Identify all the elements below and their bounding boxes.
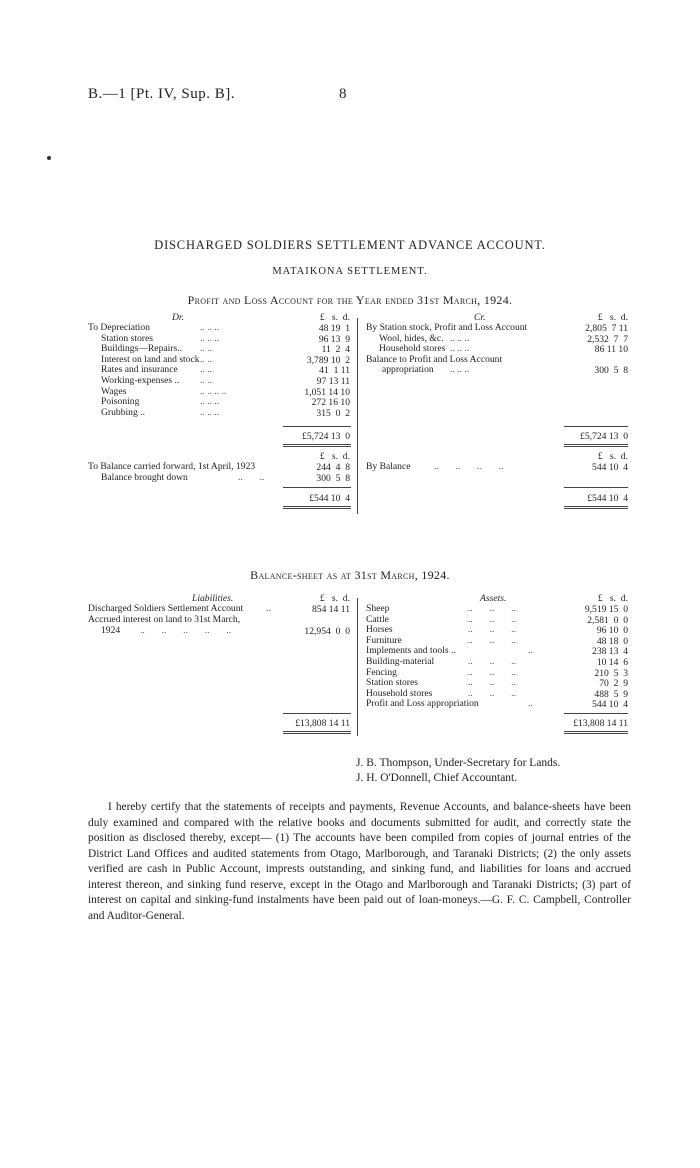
cr-item-leader: .. .. ..	[450, 364, 470, 376]
assets-total-rule	[564, 713, 628, 714]
asset-label: Horses	[366, 624, 393, 636]
liab-total-double-rule	[283, 731, 351, 734]
assets-total-double-rule	[564, 731, 628, 734]
asset-label: Cattle	[366, 613, 389, 625]
asset-amount: 210 5 3	[594, 667, 628, 679]
liability-amount: 854 14 11	[311, 604, 350, 615]
asset-label: Household stores	[366, 687, 433, 699]
cr-balance-total: £544 10 4	[587, 493, 628, 504]
dr-balance-total: £544 10 4	[309, 493, 350, 504]
dr-balance-double-rule	[283, 506, 351, 509]
liability-amount: 12,954 0 0	[304, 626, 350, 637]
cr-item-leader: .. .. ..	[450, 343, 470, 355]
dr-item-label: Poisoning	[101, 396, 140, 408]
assets-caption: Assets.	[480, 593, 507, 604]
balance-sheet-heading: Balance-sheet as at 31st March, 1924.	[250, 568, 450, 582]
dr-item-leader: .. .. .. ..	[200, 385, 227, 397]
cr-item-leader: .. .. ..	[450, 332, 470, 344]
cr-item-amount: 300 5 8	[594, 365, 628, 377]
dr-item-label: To Depreciation	[88, 322, 150, 333]
asset-amount: 488 5 9	[594, 688, 628, 700]
cr-total-rule	[564, 426, 628, 427]
liab-lsd-header: £ s. d.	[319, 593, 350, 604]
dr-item-amount: 1,051 14 10	[304, 386, 350, 398]
dr-total-rule	[283, 426, 351, 427]
dr-item-leader: .. .. ..	[200, 332, 220, 344]
asset-label: Building-material	[366, 656, 435, 667]
dr-item-label: Buildings—Repairs..	[101, 343, 183, 355]
asset-label: Profit and Loss appropriation	[366, 698, 479, 710]
dr-item-amount: 11 2 4	[321, 344, 350, 356]
dr-item-leader: .. ..	[200, 343, 212, 355]
dr-item-label: Rates and insurance	[101, 364, 178, 376]
asset-amount: 10 14 6	[596, 657, 628, 668]
asset-amount: 48 18 0	[596, 635, 628, 647]
dr-item-amount: 41 1 11	[319, 365, 350, 377]
dr-item-leader: .. .. ..	[200, 322, 220, 333]
dr-item-amount: 315 0 2	[316, 407, 350, 419]
cr-total: £5,724 13 0	[580, 431, 628, 442]
dr-total: £5,724 13 0	[302, 431, 350, 442]
asset-label: Furniture	[366, 634, 402, 646]
dr-caption: Dr.	[172, 312, 184, 323]
settlement-subtitle: MATAIKONA SETTLEMENT.	[272, 266, 428, 277]
liability-label: Discharged Soldiers Settlement Account	[88, 603, 244, 614]
dr-balance-brought: Balance brought down	[101, 472, 188, 483]
dr-item-leader: .. ..	[200, 375, 212, 386]
dr-item-amount: 3,789 10 2	[306, 354, 350, 366]
dr-item-amount: 272 16 10	[311, 397, 350, 409]
cr-item-label: By Station stock, Profit and Loss Account	[366, 322, 528, 333]
dr-item-amount: 96 13 9	[318, 333, 350, 345]
cr-total-double-rule	[564, 444, 628, 447]
asset-label: Implements and tools ..	[366, 645, 456, 657]
assets-total: £13,808 14 11	[573, 718, 628, 729]
dr-item-label: Working-expenses ..	[101, 375, 180, 386]
asset-amount: 238 13 4	[592, 646, 628, 658]
liabilities-caption: Liabilities.	[192, 593, 234, 604]
dr-item-leader: .. ..	[200, 353, 212, 365]
bs-divider	[357, 598, 358, 736]
asset-amount: 96 10 0	[596, 625, 628, 637]
cr-balance-amount: 544 10 4	[592, 462, 628, 473]
assets-lsd-header: £ s. d.	[597, 593, 628, 604]
cr-item-amount: 2,532 7 7	[587, 333, 628, 345]
liab-total-rule	[283, 713, 351, 714]
dr-balance-carried: To Balance carried forward, 1st April, 1923	[88, 461, 256, 472]
cr-caption: Cr.	[474, 312, 486, 323]
cr-balance: By Balance	[366, 461, 411, 472]
cr-item-label: Wool, hides, &c.	[379, 332, 444, 344]
dr-item-label: Station stores	[101, 332, 153, 344]
dr-balance-brought-amount: 300 5 8	[316, 473, 350, 484]
cr-item-label: Balance to Profit and Loss Account	[366, 353, 503, 365]
asset-label: Sheep	[366, 603, 390, 614]
dr-item-label: Wages	[101, 385, 127, 397]
page-header-ref: B.—1 [Pt. IV, Sup. B].	[88, 86, 235, 102]
dr-item-leader: .. .. ..	[200, 406, 220, 418]
dr-total-double-rule	[283, 444, 351, 447]
dr-item-amount: 48 19 1	[318, 323, 350, 334]
dr-lsd-header-2: £ s. d.	[319, 451, 350, 462]
signature-thompson: J. B. Thompson, Under-Secretary for Lands.	[356, 757, 561, 769]
dr-item-leader: .. ..	[200, 364, 212, 376]
asset-amount: 70 2 9	[599, 678, 628, 690]
dr-item-label: Grubbing ..	[101, 406, 145, 418]
pl-divider	[357, 318, 358, 514]
cr-lsd-header: £ s. d.	[597, 312, 628, 323]
cr-item-amount: 86 11 10	[594, 344, 628, 356]
dr-item-leader: .. .. ..	[200, 396, 220, 408]
auditor-certificate: I hereby certify that the statements of receipts and payments, Revenue Accounts, and balance-sheets have been duly examined and compared with the relative books and documents submitted for audit, and correctly state the position as disclosed thereby, except— (1) The accounts have been compiled from copies of journal entries of the District Land Offices and audited statements from Otago, Marlborough, and Taranaki Districts; (2) the only assets verified are cash in Public Account, imprests outstanding, and sinking fund, and liabilities for loans and accrued interest thereon, and sinking fund reserve, except in the Otago and Marlborough and Taranaki Districts; (3) part of interest on capital and sinking-fund instalments have been paid out of loan-moneys.—G. F. C. Campbell, Controller and Auditor-General.	[88, 801, 631, 922]
stray-mark	[47, 156, 51, 160]
asset-label: Fencing	[366, 666, 397, 678]
dr-lsd-header: £ s. d.	[319, 312, 350, 323]
liability-label: Accrued interest on land to 31st March,	[88, 614, 241, 625]
page-number: 8	[339, 86, 347, 102]
profit-loss-heading: Profit and Loss Account for the Year ended 31st March, 1924.	[187, 293, 513, 307]
cr-balance-rule	[564, 487, 628, 488]
asset-label: Station stores	[366, 677, 418, 689]
cr-lsd-header-2: £ s. d.	[597, 451, 628, 462]
asset-amount: 9,519 15 0	[584, 604, 628, 615]
cr-item-label: Household stores	[379, 343, 446, 355]
dr-item-label: Interest on land and stock	[101, 353, 200, 365]
dr-balance-carried-amount: 244 4 8	[316, 462, 350, 473]
signature-odonnell: J. H. O'Donnell, Chief Accountant.	[356, 772, 518, 784]
liab-total: £13,808 14 11	[295, 718, 350, 729]
cr-balance-double-rule	[564, 506, 628, 509]
dr-balance-rule	[283, 487, 351, 488]
liability-label: 1924	[101, 625, 121, 636]
cr-item-label: appropriation	[382, 364, 434, 376]
dr-item-amount: 97 13 11	[316, 376, 350, 387]
asset-amount: 544 10 4	[592, 699, 628, 711]
document-title: DISCHARGED SOLDIERS SETTLEMENT ADVANCE ACCOUNT.	[154, 238, 546, 252]
asset-amount: 2,581 0 0	[587, 614, 628, 626]
cr-item-amount: 2,805 7 11	[585, 323, 628, 334]
